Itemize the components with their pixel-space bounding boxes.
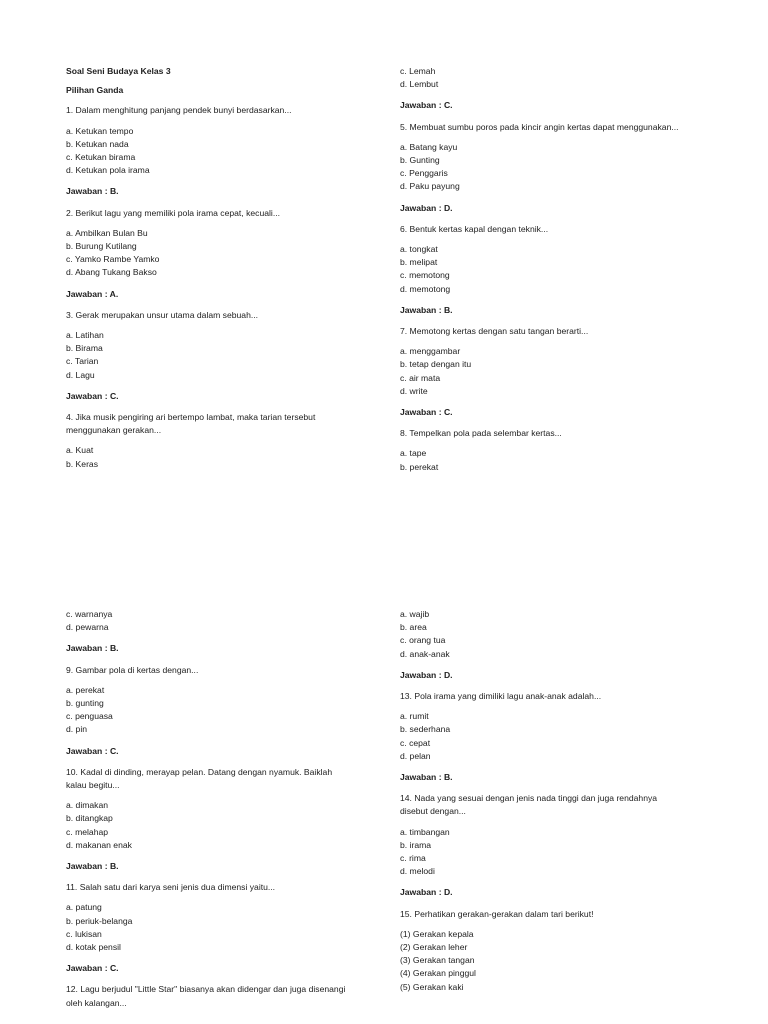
option: d. anak-anak	[400, 648, 450, 659]
option: d. pelan	[400, 750, 431, 761]
option: a. dimakan	[66, 800, 109, 811]
option: a. rumit	[400, 711, 429, 722]
option: d. makanan enak	[66, 839, 132, 850]
option: b. ditangkap	[66, 813, 113, 824]
option: a. Ambilkan Bulan Bu	[66, 227, 148, 238]
question-2: 2. Berikut lagu yang memiliki pola irama cepat, kecuali...	[66, 207, 280, 218]
option: d. Paku payung	[400, 181, 460, 192]
option: a. Kuat	[66, 445, 94, 456]
option: a. menggambar	[400, 346, 461, 357]
option: a. Ketukan tempo	[66, 125, 134, 136]
option: d. Lembut	[400, 79, 439, 90]
option: a. wajib	[400, 609, 430, 619]
question-10-cont: kalau begitu...	[66, 780, 120, 791]
answer-11: Jawaban : C.	[66, 963, 119, 974]
option: a. perekat	[66, 684, 105, 695]
answer-13: Jawaban : B.	[400, 772, 453, 783]
option: c. air mata	[400, 372, 441, 383]
question-6-options	[400, 243, 720, 296]
question-14-cont: disebut dengan...	[400, 806, 466, 817]
option: (2) Gerakan leher	[400, 942, 468, 953]
question-8: 8. Tempelkan pola pada selembar kertas...	[400, 428, 562, 439]
answer-14: Jawaban : D.	[400, 887, 453, 898]
option: d. Abang Tukang Bakso	[66, 267, 157, 278]
question-5-options	[400, 141, 720, 194]
option: b. periuk-belanga	[66, 915, 133, 926]
question-3-options	[66, 329, 386, 382]
question-5: 5. Membuat sumbu poros pada kincir angin kertas dapat menggunakan...	[400, 121, 679, 132]
answer-2: Jawaban : A.	[66, 288, 119, 299]
option: a. tongkat	[400, 244, 438, 255]
question-11-options	[66, 901, 386, 954]
document-title: Soal Seni Budaya Kelas 3	[66, 66, 171, 76]
option: c. cepat	[400, 737, 431, 748]
question-12-cont: oleh kalangan...	[66, 997, 127, 1008]
option: c. Yamko Rambe Yamko	[66, 254, 160, 265]
question-13: 13. Pola irama yang dimiliki lagu anak-anak adalah...	[400, 691, 602, 702]
answer-12: Jawaban : D.	[400, 669, 453, 680]
option: c. lukisan	[66, 928, 102, 939]
question-4-options	[66, 444, 386, 470]
option: c. penguasa	[66, 711, 113, 722]
option: c. memotong	[400, 270, 450, 281]
option: c. Lemah	[400, 66, 436, 76]
answer-7: Jawaban : C.	[400, 407, 453, 418]
question-4-cont: menggunakan gerakan...	[66, 425, 162, 436]
option: d. melodi	[400, 866, 435, 877]
question-15-options	[400, 928, 720, 994]
option: d. memotong	[400, 283, 451, 294]
question-11: 11. Salah satu dari karya seni jenis dua dimensi yaitu...	[66, 882, 276, 893]
option: (5) Gerakan kaki	[400, 981, 464, 992]
option: (1) Gerakan kepala	[400, 928, 474, 939]
question-14-options	[400, 826, 720, 879]
option: c. Ketukan birama	[66, 152, 136, 163]
option: b. sederhana	[400, 724, 451, 735]
question-9-options	[66, 684, 386, 737]
question-7-options	[400, 345, 720, 398]
option: d. Ketukan pola irama	[66, 165, 150, 176]
option: c. Penggaris	[400, 168, 448, 179]
question-7: 7. Memotong kertas dengan satu tangan berarti...	[400, 326, 589, 337]
option: (4) Gerakan pinggul	[400, 968, 476, 979]
page2-right-column	[400, 608, 720, 994]
option: b. gunting	[66, 698, 104, 709]
option: a. patung	[66, 902, 102, 913]
question-15: 15. Perhatikan gerakan-gerakan dalam tari berikut!	[400, 908, 594, 919]
option: b. Burung Kutilang	[66, 241, 137, 252]
question-12: 12. Lagu berjudul "Little Star" biasanya akan didengar dan juga disenangi	[66, 984, 346, 995]
answer-9: Jawaban : C.	[66, 745, 119, 756]
question-3: 3. Gerak merupakan unsur utama dalam sebuah...	[66, 309, 259, 320]
option: a. tape	[400, 448, 427, 459]
option: b. Gunting	[400, 155, 440, 166]
question-10: 10. Kadal di dinding, merayap pelan. Datang dengan nyamuk. Baiklah	[66, 766, 333, 777]
answer-6: Jawaban : B.	[400, 304, 453, 315]
option: c. warnanya	[66, 609, 113, 619]
option: b. irama	[400, 839, 432, 850]
option: (3) Gerakan tangan	[400, 955, 475, 966]
option: a. Batang kayu	[400, 141, 458, 152]
option: b. perekat	[400, 461, 439, 472]
option: c. Tarian	[66, 356, 99, 367]
option: d. kotak pensil	[66, 942, 121, 953]
option: c. melahap	[66, 826, 109, 837]
option: b. Birama	[66, 343, 103, 354]
answer-3: Jawaban : C.	[66, 390, 119, 401]
question-8-options	[400, 447, 720, 473]
option: d. pewarna	[66, 622, 109, 633]
question-13-options	[400, 710, 720, 763]
option: c. rima	[400, 853, 426, 864]
option: c. orang tua	[400, 635, 446, 646]
question-1-options	[66, 125, 386, 178]
option: a. timbangan	[400, 826, 450, 837]
option: a. Latihan	[66, 330, 104, 341]
section-title: Pilihan Ganda	[66, 85, 124, 96]
answer-10: Jawaban : B.	[66, 861, 119, 872]
question-14: 14. Nada yang sesuai dengan jenis nada tinggi dan juga rendahnya	[400, 793, 658, 804]
option: b. tetap dengan itu	[400, 359, 472, 370]
option: d. write	[400, 385, 428, 396]
option: b. Keras	[66, 458, 99, 469]
question-2-options	[66, 227, 386, 280]
question-10-options	[66, 799, 386, 852]
option: b. Ketukan nada	[66, 138, 129, 149]
option: d. pin	[66, 724, 88, 735]
question-4: 4. Jika musik pengiring ari bertempo lambat, maka tarian tersebut	[66, 412, 316, 423]
page1-right-column	[400, 65, 720, 474]
answer-5: Jawaban : D.	[400, 202, 453, 213]
page2-left-column	[66, 608, 386, 1010]
answer-8: Jawaban : B.	[66, 643, 119, 654]
question-1: 1. Dalam menghitung panjang pendek bunyi berdasarkan...	[66, 105, 292, 116]
question-9: 9. Gambar pola di kertas dengan...	[66, 664, 199, 675]
page1-left-column	[66, 65, 386, 471]
answer-4: Jawaban : C.	[400, 100, 453, 111]
question-6: 6. Bentuk kertas kapal dengan teknik...	[400, 223, 549, 234]
answer-1: Jawaban : B.	[66, 186, 119, 197]
option: b. area	[400, 622, 427, 633]
option: b. melipat	[400, 257, 438, 268]
option: d. Lagu	[66, 369, 95, 380]
